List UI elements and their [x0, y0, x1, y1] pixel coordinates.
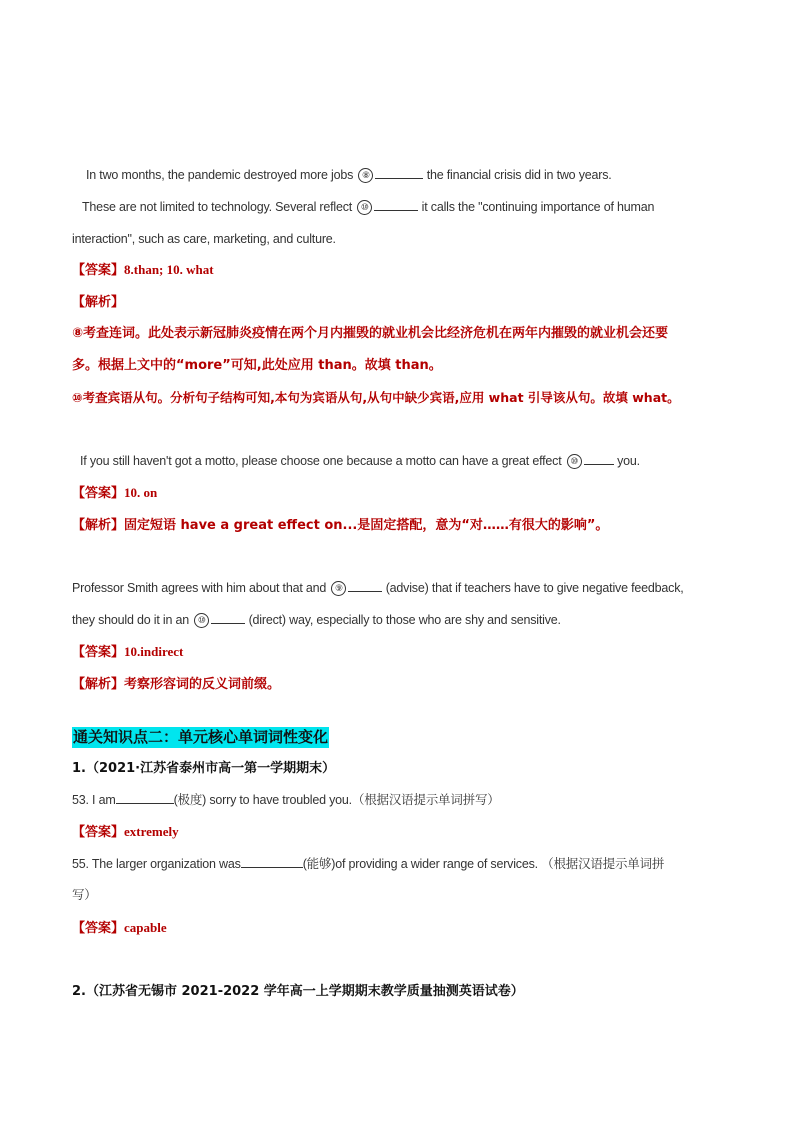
analysis-label-line: [72, 294, 124, 311]
answer-blank: [241, 856, 303, 868]
answer-text: 10. on: [124, 485, 158, 500]
answer-text: extremely: [124, 824, 179, 839]
question-line: [72, 792, 500, 808]
answer-blank: [116, 792, 174, 804]
blank-number: ⑨: [331, 581, 346, 596]
sentence-text: In two months, the pandemic destroyed more jobs: [86, 168, 354, 182]
sentence-text: it calls the "continuing importance of human: [421, 200, 655, 214]
sentence-text: 55. The larger organization was: [72, 857, 241, 871]
sentence-text: the financial crisis did in two years.: [426, 168, 612, 182]
section-heading: 通关知识点二：单元核心单词词性变化: [73, 728, 329, 746]
blank-number: ⑧: [358, 168, 373, 183]
sentence-text: you.: [617, 454, 640, 468]
answer-line: [72, 262, 214, 279]
analysis-text: 多。根据上文中的“more”可知,此处应用 than。故填 than。: [72, 358, 442, 373]
answer-blank: [374, 199, 418, 211]
source-title: 2.（江苏省无锡市 2021-2022 学年高一上学期期末教学质量抽测英语试卷）: [72, 984, 524, 999]
question-line: [72, 856, 664, 872]
analysis-text: ⑧考查连词。此处表示新冠肺炎疫情在两个月内摧毁的就业机会比经济危机在两年内摧毁的就业机会还要: [72, 326, 669, 341]
answer-blank: [211, 612, 245, 624]
answer-text: 8.than; 10. what: [124, 262, 214, 277]
answer-blank: [584, 453, 614, 465]
analysis-text: ⑩考查宾语从句。分析句子结构可知,本句为宾语从句,从句中缺少宾语,应用 what 引导该从句。故填 what。: [72, 390, 680, 405]
question-line: [82, 199, 654, 215]
source-title: 1.（2021·江苏省泰州市高一第一学期期末）: [72, 761, 336, 776]
answer-blank: [348, 580, 382, 592]
question-line: 写）: [72, 888, 97, 902]
answer-label: 【答案】: [72, 921, 125, 936]
analysis-label: 【解析】: [72, 677, 125, 692]
question-line: [72, 580, 684, 596]
blank-number: ⑩: [357, 200, 372, 215]
sentence-text: 53. I am: [72, 793, 116, 807]
analysis-line: [72, 517, 608, 534]
answer-label: 【答案】: [72, 825, 125, 840]
answer-text: 10.indirect: [124, 644, 184, 659]
analysis-line: [72, 676, 280, 693]
answer-line: [72, 920, 167, 937]
question-line: [72, 612, 561, 628]
sentence-text: If you still haven't got a motto, please choose one because a motto can have a great effect: [80, 454, 562, 468]
question-line: [86, 167, 612, 183]
analysis-text: 固定短语 have a great effect on...是固定搭配，意为“对……有很大的影响”。: [124, 518, 609, 533]
answer-line: [72, 644, 183, 661]
answer-text: capable: [124, 920, 167, 935]
sentence-text: (能够)of providing a wider range of services. （根据汉语提示单词拼: [302, 857, 665, 871]
analysis-label: 【解析】: [72, 295, 125, 310]
analysis-text: 考察形容词的反义词前缀。: [124, 677, 281, 692]
sentence-text: (direct) way, especially to those who are shy and sensitive.: [248, 613, 561, 627]
answer-line: [72, 485, 157, 502]
answer-label: 【答案】: [72, 263, 125, 278]
answer-blank: [375, 167, 423, 179]
sentence-text: These are not limited to technology. Several reflect: [82, 200, 353, 214]
blank-number: ⑩: [567, 454, 582, 469]
question-line: [80, 453, 640, 469]
blank-number: ⑩: [194, 613, 209, 628]
question-line: interaction", such as care, marketing, and culture.: [72, 232, 336, 246]
sentence-text: Professor Smith agrees with him about that and: [72, 581, 327, 595]
answer-label: 【答案】: [72, 645, 125, 660]
analysis-label: 【解析】: [72, 518, 125, 533]
sentence-text: they should do it in an: [72, 613, 190, 627]
sentence-text: (极度) sorry to have troubled you.（根据汉语提示单词拼写）: [173, 793, 500, 807]
answer-label: 【答案】: [72, 486, 125, 501]
answer-line: [72, 824, 179, 841]
sentence-text: (advise) that if teachers have to give negative feedback,: [385, 581, 684, 595]
